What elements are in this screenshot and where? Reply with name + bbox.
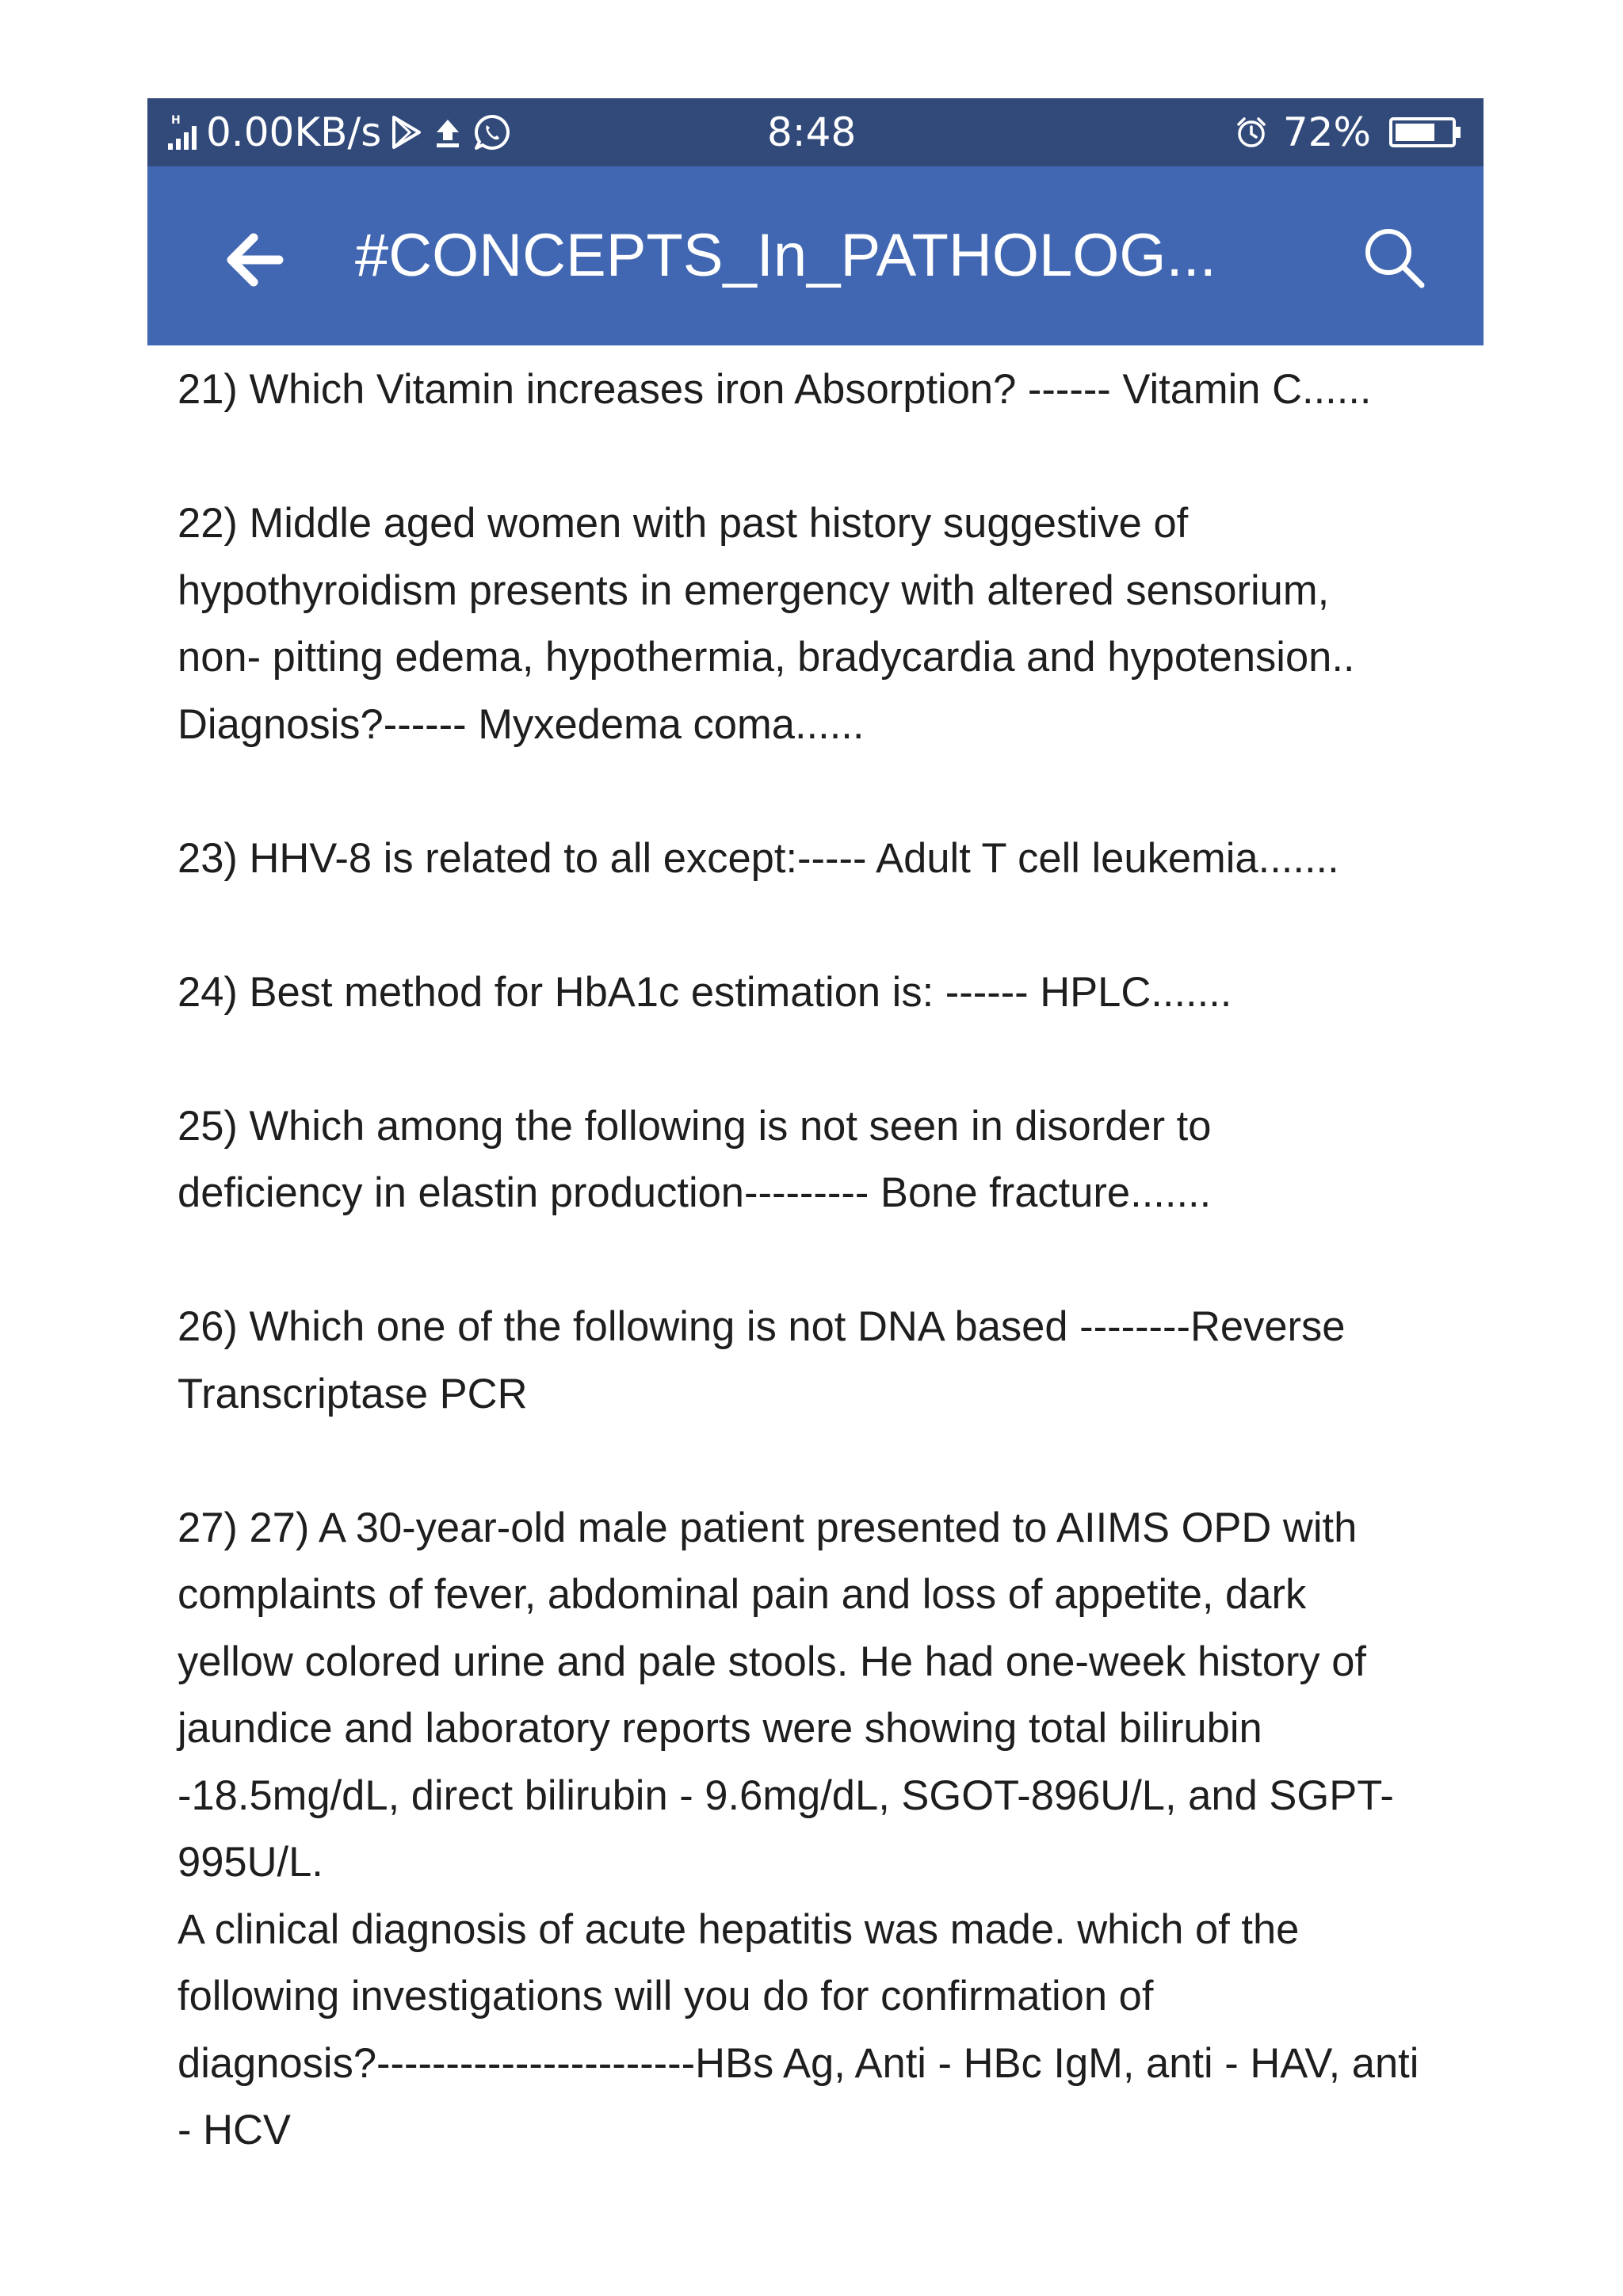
- battery-percent: 72%: [1282, 109, 1371, 155]
- app-bar: [147, 166, 1484, 345]
- question-line: 21) Which Vitamin increases iron Absorption? ------ Vitamin C......: [178, 366, 1372, 413]
- question-line: 24) Best method for HbA1c estimation is: ------ HPLC.......: [178, 968, 1232, 1016]
- question-line: non- pitting edema, hypothermia, bradycardia and hypotension..: [178, 634, 1355, 681]
- upload-icon: [432, 115, 464, 150]
- question-item: [178, 1294, 1461, 1428]
- back-arrow-icon: [216, 220, 295, 299]
- question-line: - HCV: [178, 2107, 291, 2153]
- signal-icon: H: [168, 115, 197, 150]
- question-line: hypothyroidism presents in emergency with altered sensorium,: [178, 566, 1330, 614]
- battery-icon: [1388, 115, 1463, 150]
- back-button[interactable]: [216, 220, 295, 299]
- question-line: Diagnosis?------ Myxedema coma......: [178, 700, 865, 748]
- question-line: 25) Which among the following is not seen in disorder to: [178, 1102, 1212, 1150]
- question-item: [178, 357, 1461, 424]
- phone-screen: [147, 98, 1484, 2206]
- question-item: [178, 959, 1461, 1027]
- search-icon: [1355, 219, 1434, 298]
- question-line: 22) Middle aged women with past history suggestive of: [178, 500, 1189, 547]
- question-line: 27) 27) A 30-year-old male patient presented to AIIMS OPD with: [178, 1504, 1358, 1551]
- whatsapp-icon: [473, 113, 511, 151]
- question-item: [178, 826, 1461, 893]
- status-left-group: [168, 98, 511, 166]
- question-line: jaundice and laboratory reports were showing total bilirubin: [178, 1705, 1262, 1752]
- question-line: following investigations will you do for confirmation of: [178, 1973, 1154, 2019]
- question-line: deficiency in elastin production--------- Bone fracture.......: [178, 1169, 1212, 1216]
- play-store-icon: [391, 115, 422, 150]
- question-line: -18.5mg/dL, direct bilirubin - 9.6mg/dL, SGOT-896U/L, and SGPT-: [178, 1772, 1394, 1819]
- question-line: 995U/L.: [178, 1839, 323, 1886]
- question-item: [178, 1495, 1461, 2164]
- question-line: Transcriptase PCR: [178, 1370, 528, 1417]
- question-item: [178, 1093, 1461, 1227]
- question-line: yellow colored urine and pale stools. He had one-week history of: [178, 1638, 1367, 1685]
- alarm-icon: [1234, 115, 1269, 150]
- search-button[interactable]: [1355, 219, 1434, 298]
- status-right-group: [1234, 98, 1463, 166]
- question-line: 23) HHV-8 is related to all except:----- Adult T cell leukemia.......: [178, 834, 1339, 882]
- network-speed: 0.00KB/s: [206, 109, 382, 155]
- status-time: 8:48: [767, 109, 857, 155]
- question-line: diagnosis?-----------------------HBs Ag, Anti - HBc IgM, anti - HAV, anti: [178, 2039, 1419, 2087]
- question-line: A clinical diagnosis of acute hepatitis was made. which of the: [178, 1905, 1300, 1953]
- post-content: [178, 357, 1461, 2164]
- question-line: complaints of fever, abdominal pain and loss of appetite, dark: [178, 1571, 1307, 1618]
- question-line: 26) Which one of the following is not DNA based --------Reverse: [178, 1303, 1346, 1350]
- status-bar: [147, 98, 1484, 166]
- page-title: #CONCEPTS_In_PATHOLOG...: [355, 222, 1216, 289]
- question-item: [178, 490, 1461, 758]
